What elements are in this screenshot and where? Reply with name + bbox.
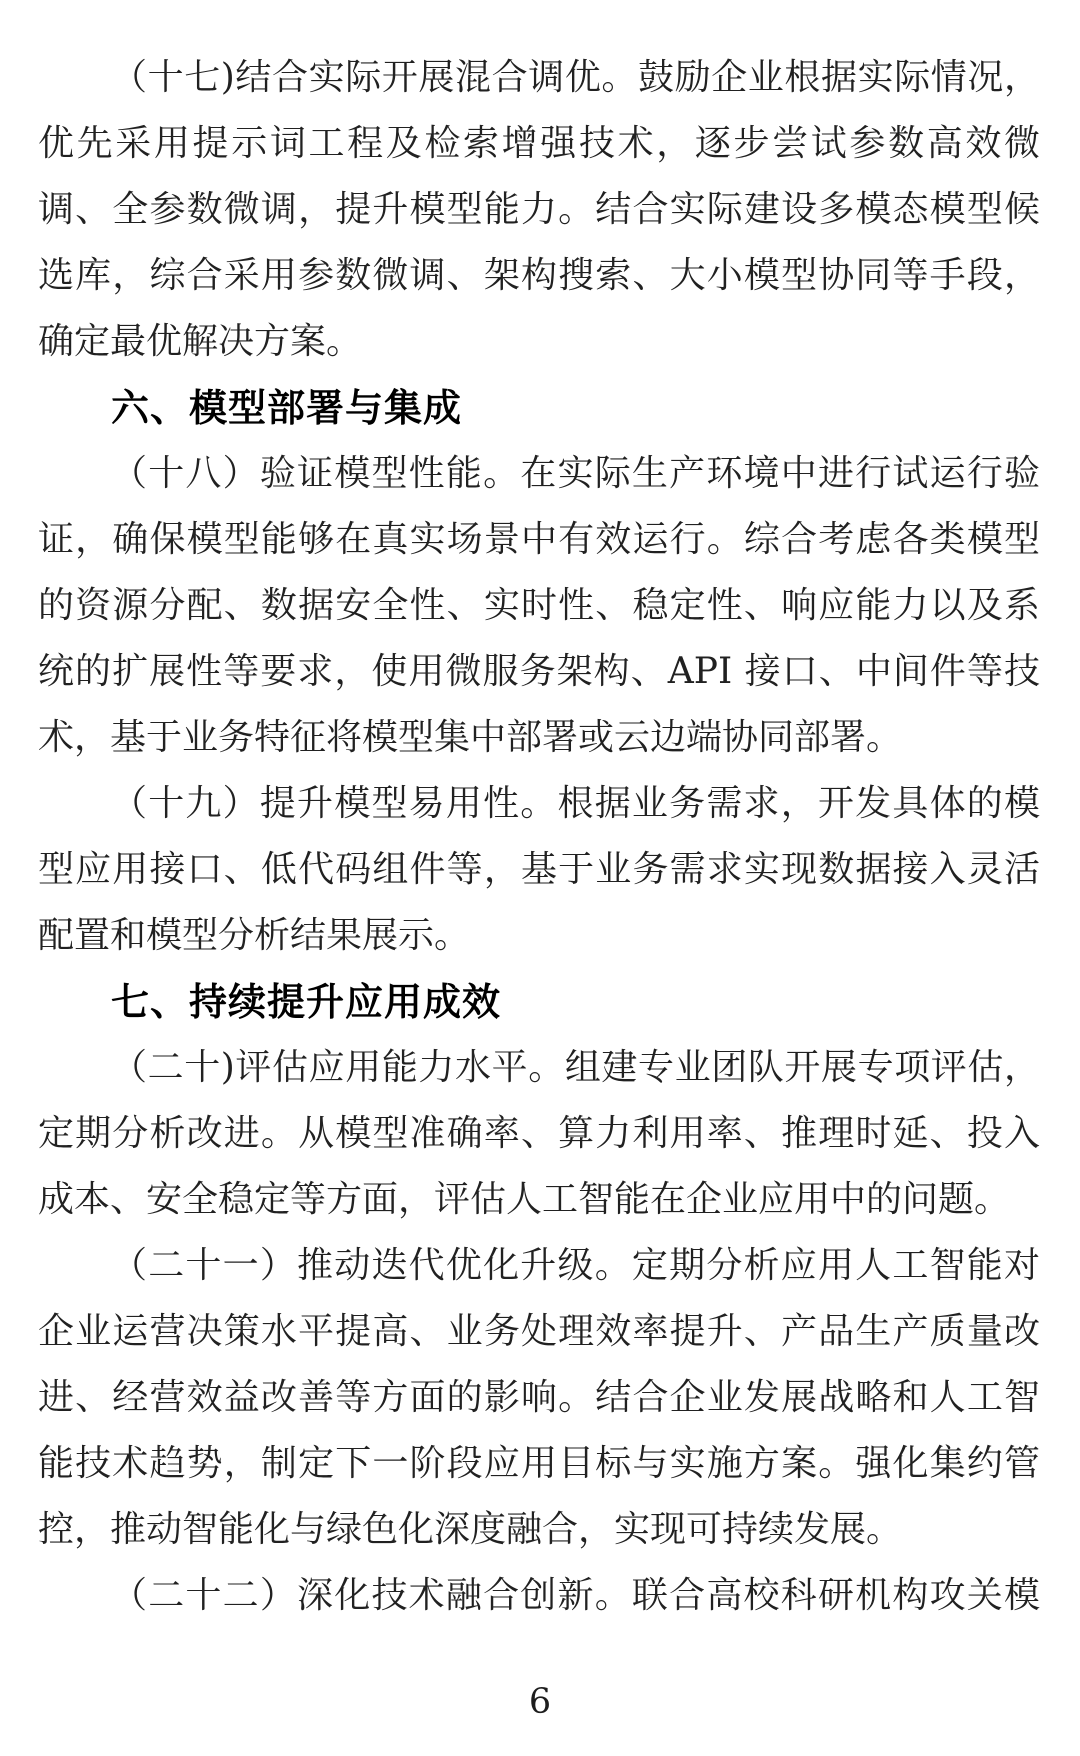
page-footer xyxy=(0,1682,1080,1722)
text-line: 配置和模型分析结果展示。 xyxy=(38,915,471,956)
text-line: 选库，综合采用参数微调、架构搜索、大小模型协同等手段， xyxy=(38,255,1040,296)
text-line: （十八）验证模型性能。在实际生产环境中进行试运行验 xyxy=(111,453,1040,494)
page-number: 6 xyxy=(528,1682,552,1722)
text-line: 控，推动智能化与绿色化深度融合，实现可持续发展。 xyxy=(38,1509,903,1550)
text-line: 定期分析改进。从模型准确率、算力利用率、推理时延、投入 xyxy=(38,1113,1040,1154)
text-line: 企业运营决策水平提高、业务处理效率提升、产品生产质量改 xyxy=(38,1311,1040,1352)
text-line: 统的扩展性等要求，使用微服务架构、API 接口、中间件等技 xyxy=(38,651,1040,692)
section-heading: 六、模型部署与集成 xyxy=(111,386,463,430)
text-line: 型应用接口、低代码组件等，基于业务需求实现数据接入灵活 xyxy=(38,849,1040,890)
text-line: 的资源分配、数据安全性、实时性、稳定性、响应能力以及系 xyxy=(38,585,1040,626)
text-line: 调、全参数微调，提升模型能力。结合实际建设多模态模型候 xyxy=(38,189,1040,230)
text-line: （二十一）推动迭代优化升级。定期分析应用人工智能对 xyxy=(111,1245,1040,1286)
text-line: （二十二）深化技术融合创新。联合高校科研机构攻关模 xyxy=(111,1575,1040,1616)
text-line: 进、经营效益改善等方面的影响。结合企业发展战略和人工智 xyxy=(38,1377,1040,1418)
text-line: 优先采用提示词工程及检索增强技术，逐步尝试参数高效微 xyxy=(38,123,1040,164)
text-line: （十九）提升模型易用性。根据业务需求，开发具体的模 xyxy=(111,783,1040,824)
document-body xyxy=(38,45,1040,1629)
section-heading: 七、持续提升应用成效 xyxy=(111,980,502,1024)
text-line: 证，确保模型能够在真实场景中有效运行。综合考虑各类模型 xyxy=(38,519,1040,560)
text-line: 能技术趋势，制定下一阶段应用目标与实施方案。强化集约管 xyxy=(38,1443,1040,1484)
text-line: 术，基于业务特征将模型集中部署或云边端协同部署。 xyxy=(38,717,903,758)
text-line: 确定最优解决方案。 xyxy=(38,321,363,362)
text-line: 成本、安全稳定等方面，评估人工智能在企业应用中的问题。 xyxy=(38,1179,1011,1220)
text-line: （十七)结合实际开展混合调优。鼓励企业根据实际情况， xyxy=(111,57,1040,98)
text-line: （二十)评估应用能力水平。组建专业团队开展专项评估， xyxy=(111,1047,1040,1088)
